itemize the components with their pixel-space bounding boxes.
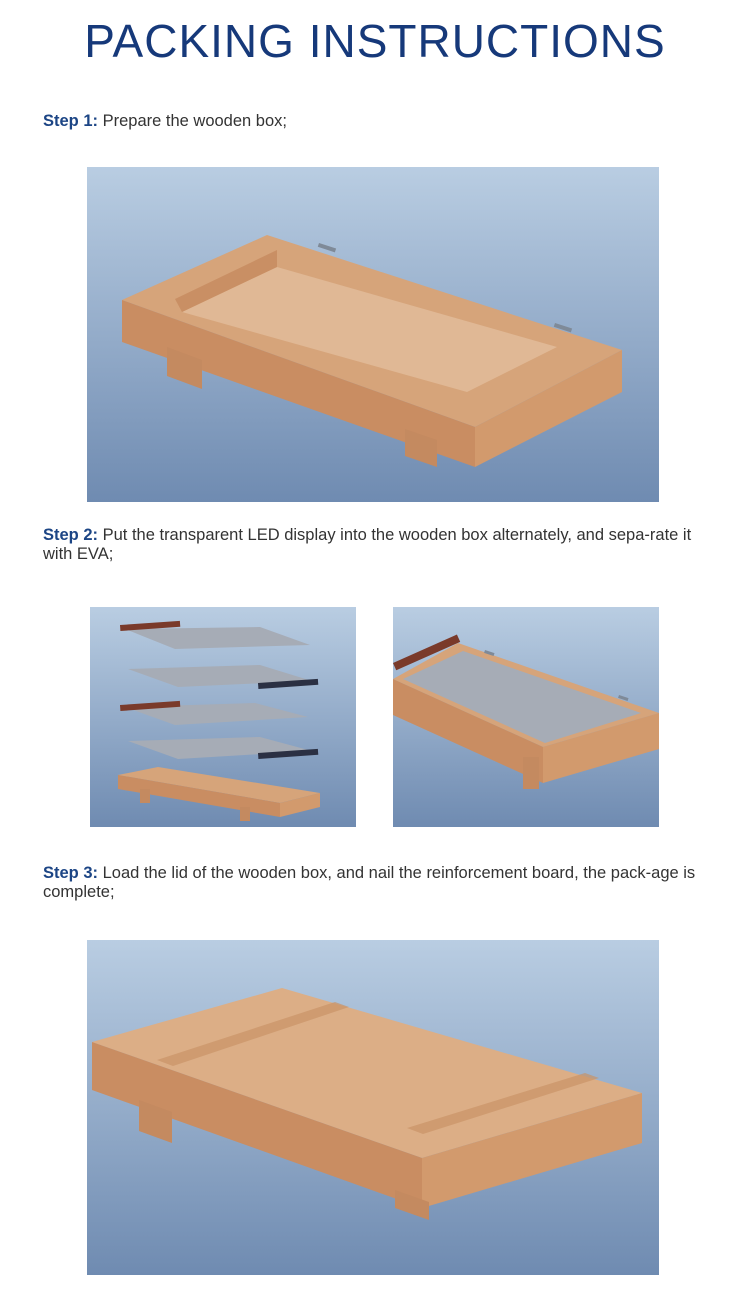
step-2-image-assembled [393, 607, 659, 827]
step-2-description: Put the transparent LED display into the wooden box alternately, and sepa-rate it with EVA; [43, 526, 692, 563]
step-3-label: Step 3: [43, 864, 99, 882]
step-2-text [43, 526, 713, 564]
step-2-label: Step 2: [43, 526, 99, 544]
step-3-text [43, 864, 713, 902]
step-1-label: Step 1: [43, 112, 99, 130]
step-3-image [87, 940, 659, 1275]
step-1-image [87, 167, 659, 502]
page-title: PACKING INSTRUCTIONS [84, 15, 666, 67]
step-1-description: Prepare the wooden box; [102, 112, 287, 130]
step-2-image-exploded [90, 607, 356, 827]
step-1-text [43, 112, 713, 131]
step-3-description: Load the lid of the wooden box, and nail the reinforcement board, the pack-age is complete; [43, 864, 696, 901]
